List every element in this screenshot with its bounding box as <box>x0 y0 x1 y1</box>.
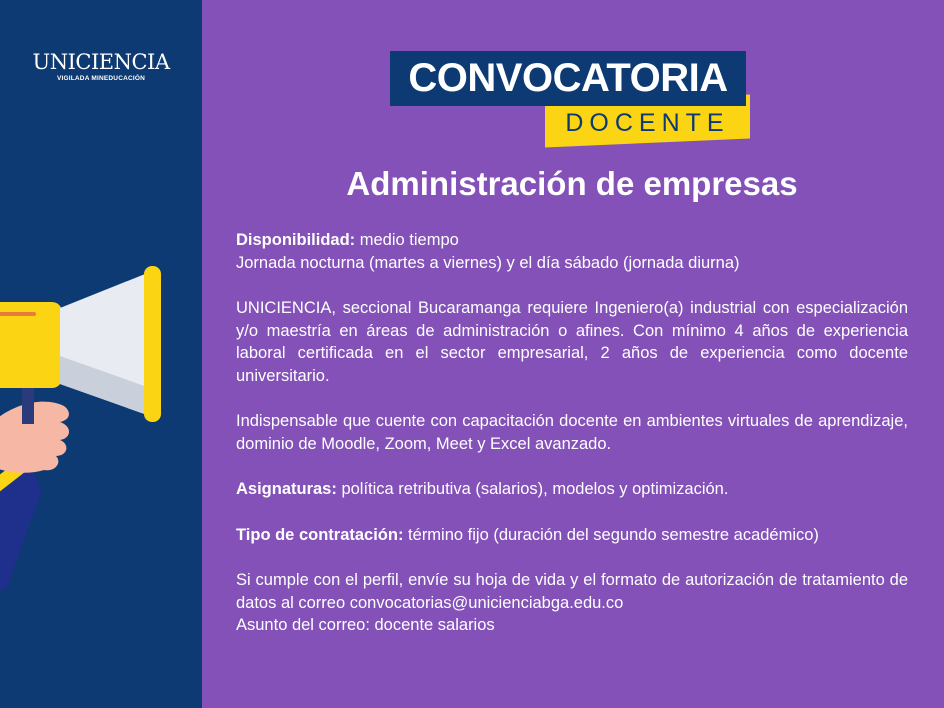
availability-value: medio tiempo <box>355 231 459 249</box>
apply-subject: Asunto del correo: docente salarios <box>236 616 495 634</box>
contract-paragraph <box>236 524 908 547</box>
banner-subtitle: DOCENTE <box>565 109 730 137</box>
banner-title: CONVOCATORIA <box>390 51 746 106</box>
availability-schedule: Jornada nocturna (martes a viernes) y el día sábado (jornada diurna) <box>236 253 740 272</box>
subjects-value: política retributiva (salarios), modelos y optimización. <box>336 480 729 498</box>
posting-body <box>236 229 908 637</box>
banner <box>390 51 760 146</box>
apply-text: Si cumple con el perfil, envíe su hoja de vida y el formato de autorización de tratamiento de datos al correo <box>236 571 908 612</box>
logo-name: UNICIENCIA <box>32 50 170 74</box>
subjects-paragraph <box>236 478 908 501</box>
megaphone-illustration <box>0 260 202 590</box>
left-sidebar <box>0 0 202 708</box>
megaphone-rim <box>144 266 161 422</box>
apply-paragraph <box>236 569 908 637</box>
requirements-paragraph: Indispensable que cuente con capacitación docente en ambientes virtuales de aprendizaje, dominio de Moodle, Zoom, Meet y Excel avanzado. <box>236 412 908 453</box>
description-paragraph: UNICIENCIA, seccional Bucaramanga requiere Ingeniero(a) industrial con especialización y/o maestría en áreas de administración o afines. Con mínimo 4 años de experiencia laboral certificada en el sector empresarial, 2 años de experiencia como docente universitario. <box>236 299 908 385</box>
logo-tagline: VIGILADA MINEDUCACIÓN <box>56 75 146 82</box>
apply-email[interactable]: convocatorias@unicienciabga.edu.co <box>349 593 624 612</box>
subjects-label: Asignaturas: <box>236 480 337 498</box>
hand-shape <box>0 402 69 473</box>
contract-label: Tipo de contratación: <box>236 525 404 544</box>
availability-paragraph <box>236 229 908 274</box>
position-heading: Administración de empresas <box>346 165 798 202</box>
availability-label: Disponibilidad: <box>236 231 356 249</box>
contract-value: término fijo (duración del segundo semestre académico) <box>403 525 819 544</box>
